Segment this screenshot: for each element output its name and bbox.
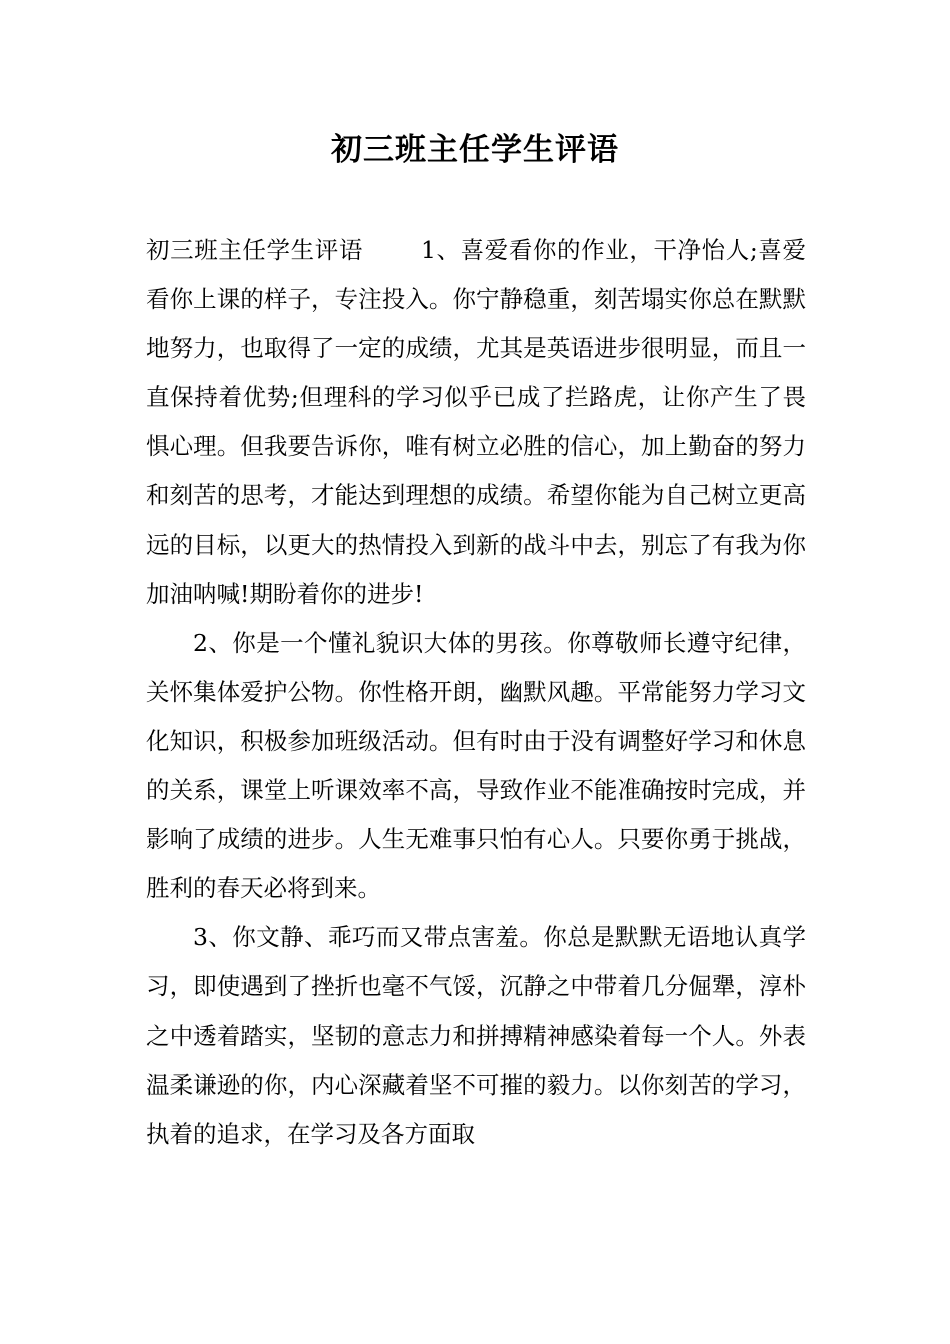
paragraph-2: 2、你是一个懂礼貌识大体的男孩。你尊敬师长遵守纪律，关怀集体爱护公物。你性格开朗，幽默风趣。平常能努力学习文化知识，积极参加班级活动。但有时由于没有调整好学习和休息的关系，课堂上听课效率不高，导致作业不能准确按时完成，并影响了成绩的进步。人生无难事只怕有心人。只要你勇于挑战，胜利的春天必将到来。: [146, 628, 806, 903]
paragraph-1-lead: 初三班主任学生评语: [146, 236, 363, 264]
paragraph-3: 3、你文静、乖巧而又带点害羞。你总是默默无语地认真学习，即使遇到了挫折也毫不气馁，沉静之中带着几分倔犟，淳朴之中透着踏实，坚韧的意志力和拼搏精神感染着每一个人。外表温柔谦逊的你，内心深藏着坚不可摧的毅力。以你刻苦的学习，执着的追求，在学习及各方面取: [146, 923, 806, 1148]
document-title: 初三班主任学生评语: [331, 132, 619, 168]
paragraph-1: [146, 226, 806, 619]
document-body: [146, 226, 806, 1159]
paragraph-1-text: 1、喜爱看你的作业，干净怡人;喜爱看你上课的样子，专注投入。你宁静稳重，刻苦塌实你总在默默地努力，也取得了一定的成绩，尤其是英语进步很明显，而且一直保持着优势;但理科的学习似乎已成了拦路虎，让你产生了畏惧心理。但我要告诉你，唯有树立必胜的信心，加上勤奋的努力和刻苦的思考，才能达到理想的成绩。希望你能为自己树立更高远的目标，以更大的热情投入到新的战斗中去，别忘了有我为你加油呐喊!期盼着你的进步!: [146, 236, 807, 608]
